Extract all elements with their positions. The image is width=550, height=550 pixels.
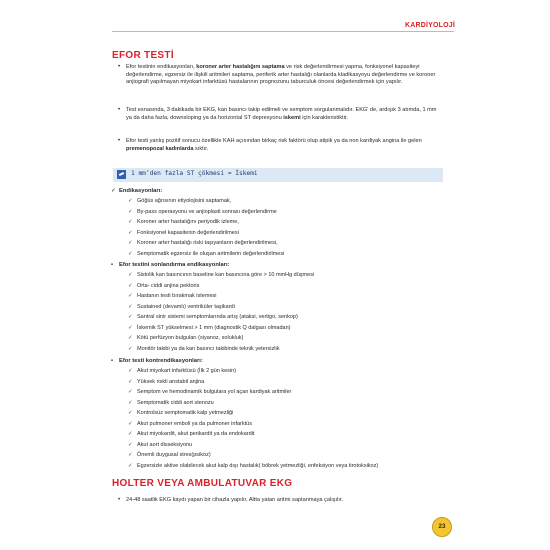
checkmark-icon: ✓ [128, 368, 133, 374]
checkmark-icon: ✓ [128, 399, 133, 406]
list-item: ✓ Yüksek riskli anstabil anjina [137, 377, 447, 388]
header-rule [112, 31, 454, 32]
chapter-label: KARDİYOLOJİ [404, 22, 455, 29]
section-title-efor: EFOR TESTİ [112, 50, 174, 61]
list-item: ✓ Fonksiyonel kapasitenin değerlendirilmesi [137, 228, 447, 239]
list-item: ✓ Akut miyokardit, akut perikardit ya da endokardit [137, 429, 447, 440]
checkmark-icon: ✓ [128, 441, 133, 448]
list-item: ✓ Kontrolsüz semptomatik kalp yetmezliği [137, 408, 447, 419]
list-item: ✓ Sistolik kan basıncının baseline kan basıncına göre > 10 mmHg düşmesi [137, 270, 447, 281]
list-item: ✓ Egzersizle aktive olabilecek akut kalp dışı hastalık( böbrek yetmezliği, enfeksiyon veya tirotoksikoz) [137, 461, 447, 472]
list-item: ✓ İskemik ST yükselmesi > 1 mm (diagnostik Q dalgası olmadan) [137, 323, 447, 334]
list-item: ✓ Akut pulmoner emboli ya da pulmoner infarktüs [137, 419, 447, 430]
list-item: ✓ Akut aort disseksiyonu [137, 440, 447, 451]
bullet-icon: • [118, 107, 121, 113]
checkmark-icon: ✓ [128, 303, 133, 310]
checkmark-icon: ✓ [128, 431, 133, 437]
checkmark-icon: ✓ [128, 198, 133, 204]
checkmark-icon: ✓ [128, 272, 133, 278]
checkmark-icon: ✓ [128, 219, 133, 225]
list-item: ✓ By-pass operasyonu ve anjioplasti sonrası değerlendirme [137, 207, 447, 218]
checkmark-icon: ✓ [128, 293, 133, 299]
list-item: ✓ Koroner arter hastalığı riski taşıyanların değerlendirilmesi, [137, 238, 447, 249]
bullet-icon: • [111, 358, 114, 364]
checkmark-icon: ✓ [128, 314, 133, 320]
bullet-icon: • [111, 262, 114, 268]
pen-icon [117, 170, 126, 179]
list-item: ✓ Hastanın testi bırakmak istemesi [137, 291, 447, 302]
list-item: ✓ Göğüs ağrısının etiyolojisini saptamak, [137, 196, 447, 207]
list-contraindications [128, 366, 447, 471]
list-termination [128, 270, 447, 354]
group-title-termination: • Efor testini sonlandırma endikasyonları: [111, 262, 230, 268]
checkmark-icon: ✓ [128, 208, 133, 215]
bullet-icon: • [118, 138, 121, 144]
checkmark-icon: ✓ [128, 240, 133, 246]
list-item: ✓ Önemli duygusal stres(psikoz) [137, 450, 447, 461]
list-item: ✓ Akut miyokart infarktüsü (İlk 2 gün kesin) [137, 366, 447, 377]
checkmark-icon: ✓ [128, 282, 133, 289]
bullet-icon: • [118, 64, 121, 70]
group-title-indications: ✓ Endikasyonları: [111, 188, 163, 194]
page-number: 23 [438, 523, 446, 530]
group-title-contraindications: • Efor testi kontrendikasyonları: [111, 358, 203, 364]
checkmark-icon: ✓ [128, 462, 133, 469]
list-item: ✓ Semptom ve hemodinamik bulgulara yol açan kardiyak aritmiler [137, 387, 447, 398]
checkmark-icon: ✓ [128, 229, 133, 236]
list-item: ✓ Semptomatik ciddi aort stenozu [137, 398, 447, 409]
paragraph-indications: • Efor testinin endikasyonları, koroner arter hastalığını saptama ve risk değerlendirmesi yapma, fonksiyonel kapasiteyi değerlendirme, egzersiz ile ilişkili aritmileri saptama, periferik arter hastalığı olanlarda kladikasyoyu değerlendirme ve koroner anjiografi yapılmayan miyokart infarktüsü hastalarının prognozunu taburculuk öncesi değerlendirmek için yapılır. [118, 64, 436, 86]
checkmark-icon: ✓ [128, 335, 133, 341]
checkmark-icon: ✓ [128, 420, 133, 427]
list-item: ✓ Sustained (devamlı) ventriküler taşikardi [137, 302, 447, 313]
list-item: ✓ Kötü perfüzyon bulguları (siyanoz, solukluk) [137, 333, 447, 344]
list-item: ✓ Koroner arter hastalığını periyodik izleme, [137, 217, 447, 228]
checkmark-icon: ✓ [128, 410, 133, 416]
section-title-holter: HOLTER VEYA AMBULATUVAR EKG [112, 478, 293, 489]
note-text: 1 mm’den fazla ST çökmesi = İskemi [131, 170, 258, 177]
checkmark-icon: ✓ [128, 389, 133, 395]
checkmark-icon: ✓ [128, 324, 133, 331]
paragraph-test-procedure: • Test esnasında, 3 dakikada bir EKG, kan basıncı takip edilmeli ve semptom sorgulanmalıdır. EKG' de, ardışık 3 atımda, 1 mm ya da daha fazla, downsloping ya da horizontal ST depresyonu iskemi için karakteristiktir. [118, 107, 437, 121]
list-indications [128, 196, 447, 259]
paragraph-false-positive: • Efor testi yanlış pozitif sonucu özellikle KAH açısından birkaç risk faktörü olup atipik ya da non kardiyak angina ile gelen premenopozal kadınlarda sıktır. [118, 138, 422, 152]
checkmark-icon: ✓ [128, 452, 133, 458]
bullet-icon: • [118, 497, 121, 503]
list-item: ✓ Semptomatik egzersiz ile oluşan aritmilerin değerlendirilmesi [137, 249, 447, 260]
page-number-badge [432, 517, 452, 537]
list-item: ✓ Santral sinir sistemi semptomlarında artış (ataksi, vertigo, senkop) [137, 312, 447, 323]
note-box [113, 168, 443, 182]
checkmark-icon: ✓ [128, 345, 133, 352]
checkmark-icon: ✓ [111, 188, 116, 194]
checkmark-icon: ✓ [128, 250, 133, 257]
checkmark-icon: ✓ [128, 378, 133, 385]
list-item: ✓ Monitör takibi ya da kan basıncı takibinde teknik yetersizlik [137, 344, 447, 355]
paragraph-holter: • 24-48 saatlik EKG kaydı yapan bir cihazla yapılır. Altta yatan aritmi saptanmaya çalışılır. [118, 497, 344, 503]
list-item: ✓ Orta- ciddi anjina pektoris [137, 281, 447, 292]
